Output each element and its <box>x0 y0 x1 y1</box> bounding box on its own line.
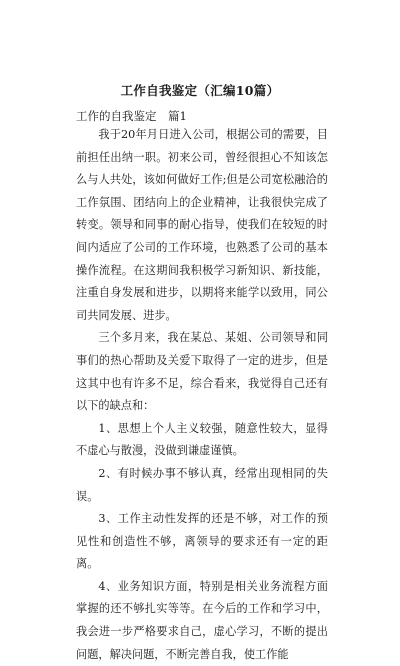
document-title: 工作自我鉴定（汇编10篇） <box>120 83 280 98</box>
section-heading: 工作的自我鉴定 篇1 <box>76 109 187 123</box>
body-paragraph: 我于20年月日进入公司，根据公司的需要，目前担任出纳一职。初来公司，曾经很担心不知该怎么与人共处，该如何做好工作;但是公司宽松融洽的工作氛围、团结向上的企业精神，让我很快完成了转变。领导和同事的耐心指导，使我们在较短的时间内适应了公司的工作环境，也熟悉了公司的基本操作流程。在这期间我积极学习新知识、新技能，注重自身发展和进步，以期将来能学以致用，同公司共同发展、进步。 <box>76 128 328 322</box>
body-paragraph: 3、工作主动性发挥的还是不够，对工作的预见性和创造性不够，离领导的要求还有一定的距离。 <box>76 512 328 571</box>
body-paragraph: 三个多月来，我在某总、某姐、公司领导和同事们的热心帮助及关爱下取得了一定的进步，但是这其中也有许多不足，综合看来，我觉得自己还有以下的缺点和： <box>76 331 328 413</box>
body-paragraph: 1、思想上个人主义较强，随意性较大，显得不虚心与散漫，没做到谦虚谨慎。 <box>76 421 328 458</box>
body-paragraph: 4、业务知识方面，特别是相关业务流程方面掌握的还不够扎实等等。在今后的工作和学习中，我会进一步严格要求自己，虚心学习，不断的提出问题，解决问题，不断完善自我，使工作能 <box>76 579 328 661</box>
document-body <box>76 124 328 666</box>
body-paragraph: 2、有时候办事不够认真，经常出现相同的失误。 <box>76 466 328 503</box>
